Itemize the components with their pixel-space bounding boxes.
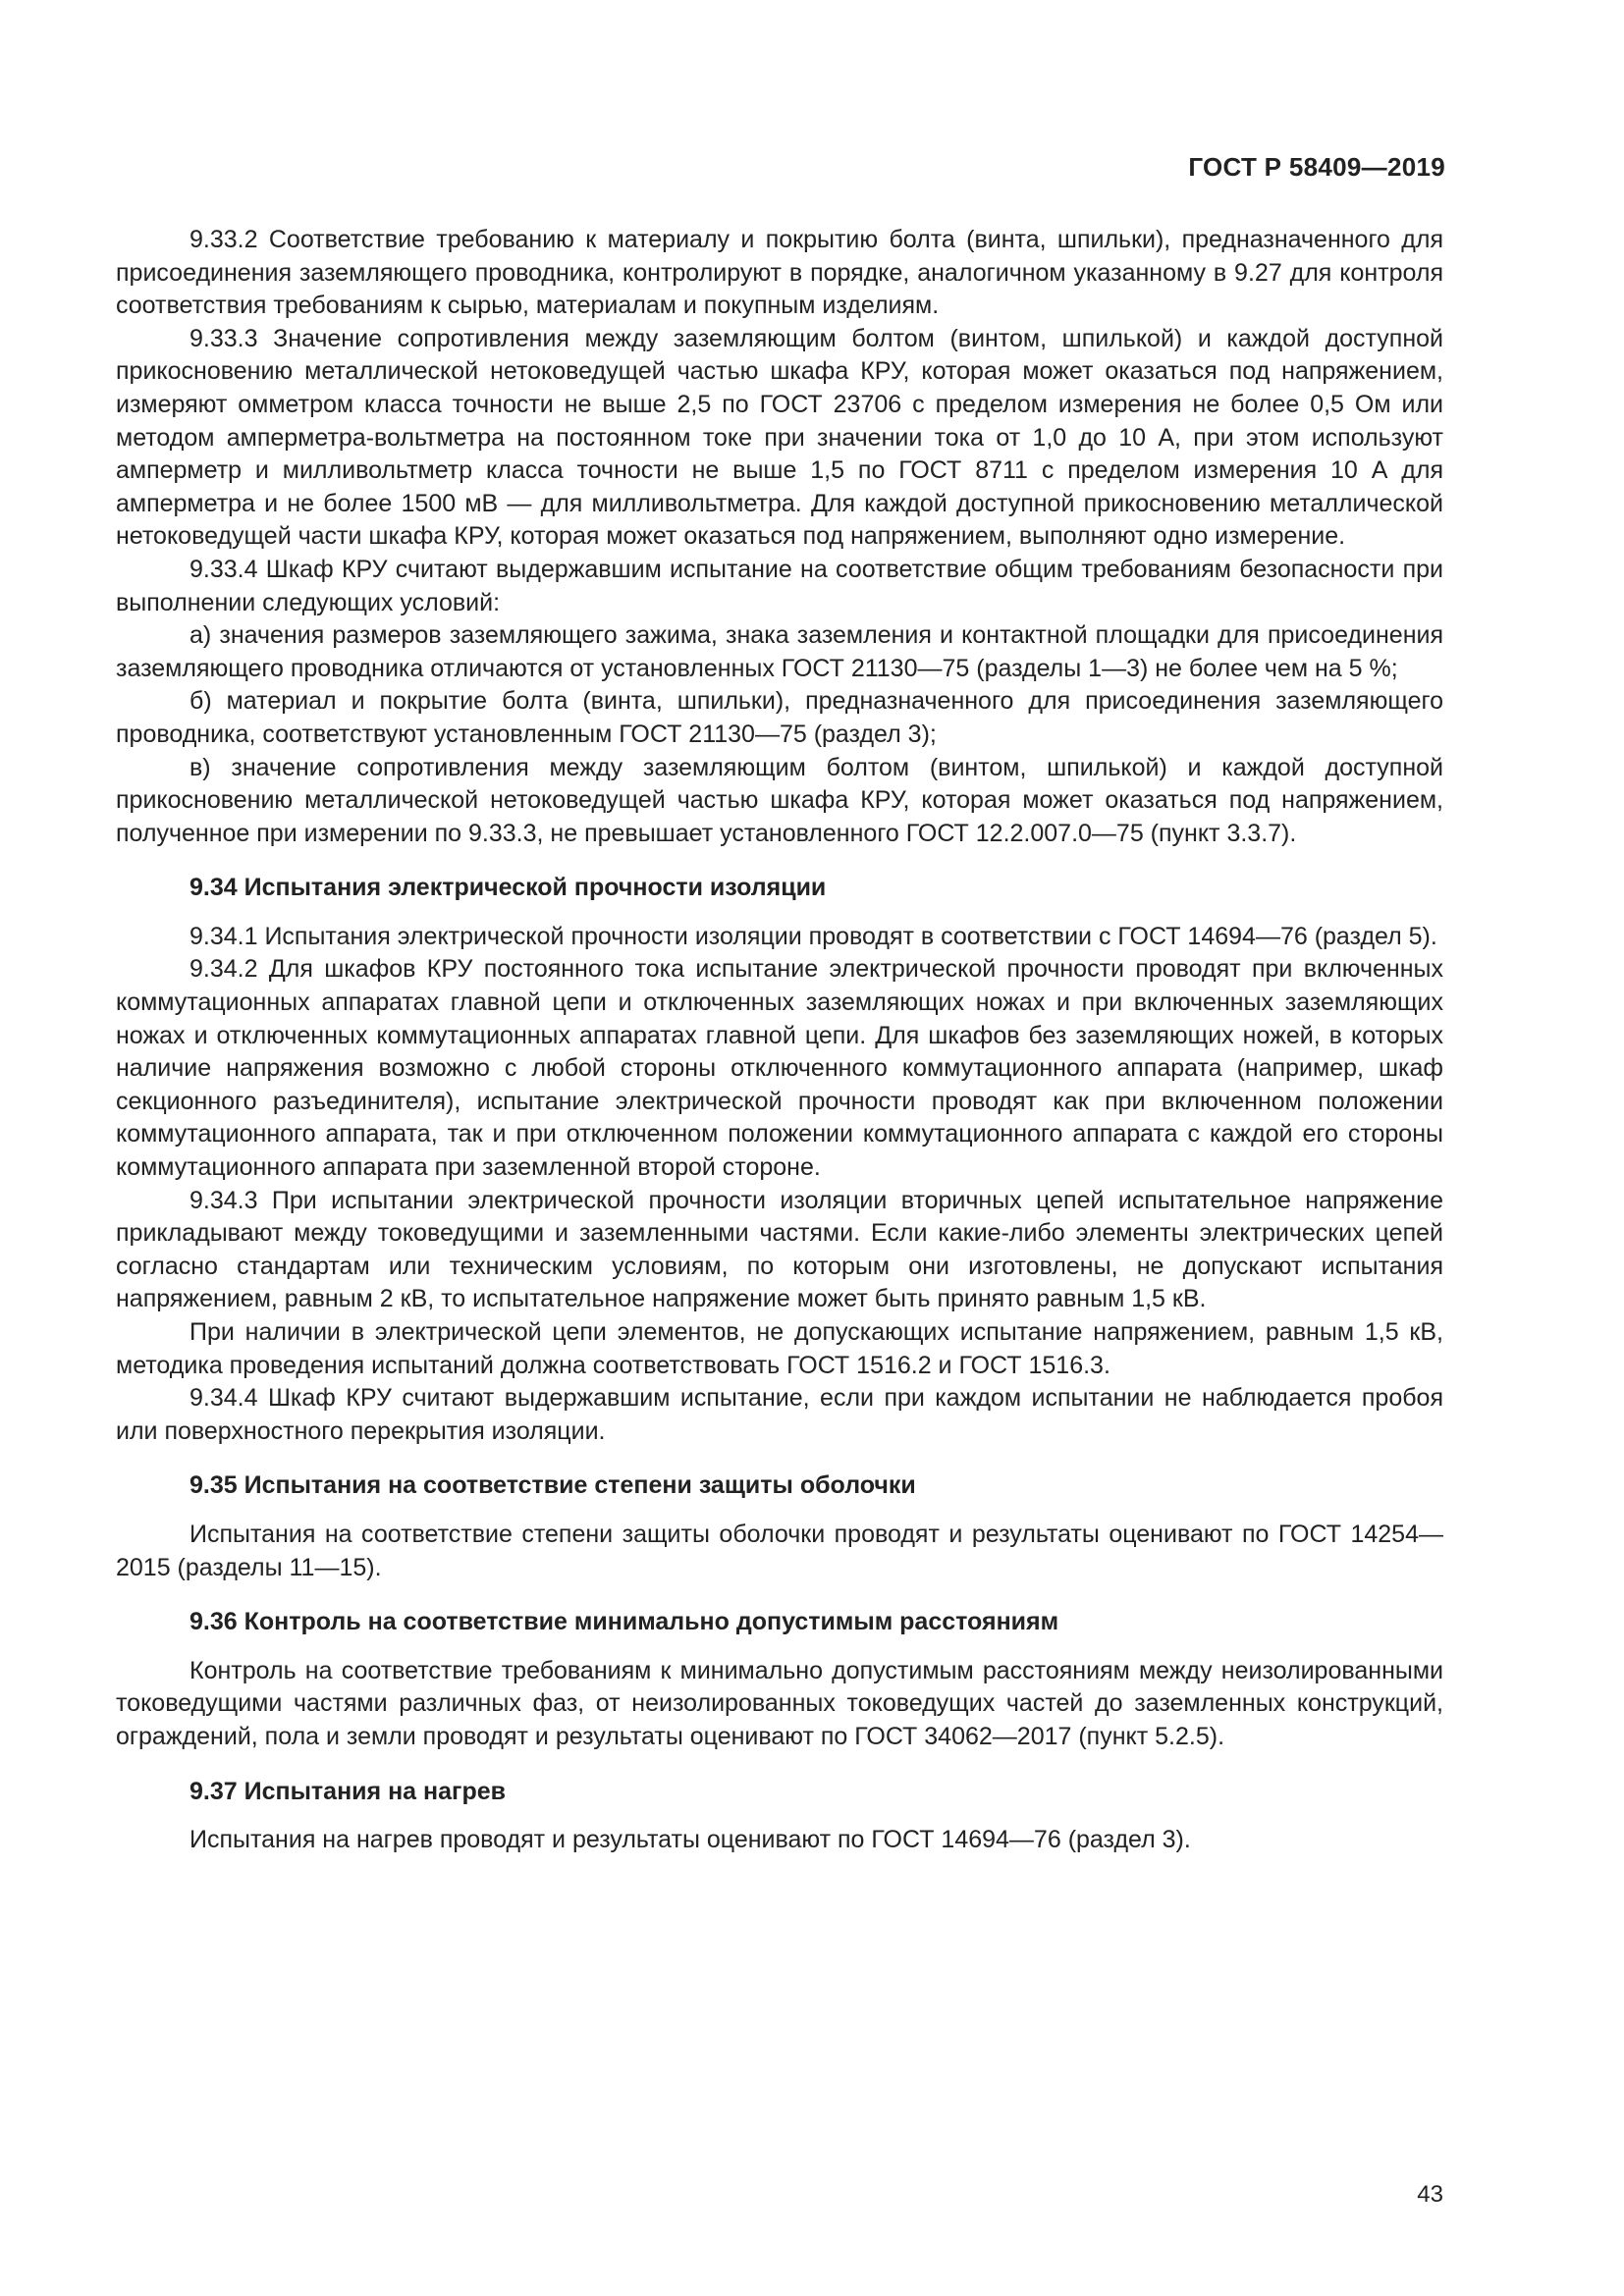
section-heading-9-34: 9.34 Испытания электрической прочности изоляции: [189, 874, 827, 902]
page-number: 43: [1417, 2181, 1443, 2208]
document-header: ГОСТ Р 58409—2019: [1188, 152, 1445, 182]
list-item-v: в) значение сопротивления между заземляющим болтом (винтом, шпилькой) и каждой доступной прикосновению металлической нетоковедущей частью шкафа КРУ, которая может оказаться под напряжением, полученное при измерении по 9.33.3, не превышает установленного ГОСТ 12.2.007.0—75 (пункт 3.3.7).: [116, 753, 1443, 847]
paragraph-9-33-3: 9.33.3 Значение сопротивления между заземляющим болтом (винтом, шпилькой) и каждой доступной прикосновению металлической нетоковедущей частью шкафа КРУ, которая может оказаться под напряжением, измеряют омметром класса точности не выше 2,5 по ГОСТ 23706 с пределом измерения не более 0,5 Ом или методом амперметра-вольтметра на постоянном токе при значении тока от 1,0 до 10 А, при этом используют амперметр и милливольтметр класса точности не выше 1,5 по ГОСТ 8711 с пределом измерения 10 А для амперметра и не более 1500 мВ — для милливольтметра. Для каждой доступной прикосновению металлической нетоковедущей части шкафа КРУ, которая может оказаться под напряжением, выполняют одно измерение.: [116, 324, 1443, 551]
paragraph-9-34-3-continued: При наличии в электрической цепи элементов, не допускающих испытание напряжением, равным 1,5 кВ, методика проведения испытаний должна соответствовать ГОСТ 1516.2 и ГОСТ 1516.3.: [116, 1318, 1443, 1379]
paragraph-9-34-1: 9.34.1 Испытания электрической прочности изоляции проводят в соответствии с ГОСТ 14694—76 (раздел 5).: [189, 922, 1437, 950]
paragraph-9-37: Испытания на нагрев проводят и результаты оценивают по ГОСТ 14694—76 (раздел 3).: [189, 1826, 1191, 1854]
list-item-a: а) значения размеров заземляющего зажима, знака заземления и контактной площадки для присоединения заземляющего проводника отличаются от установленных ГОСТ 21130—75 (разделы 1—3) не более чем на 5 %;: [116, 621, 1443, 682]
section-heading-9-36: 9.36 Контроль на соответствие минимально допустимым расстояниям: [189, 1608, 1059, 1636]
document-body: [116, 224, 1443, 1857]
list-item-b: б) материал и покрытие болта (винта, шпильки), предназначенного для присоединения заземляющего проводника, соответствуют установленным ГОСТ 21130—75 (раздел 3);: [116, 687, 1443, 748]
paragraph-9-36: Контроль на соответствие требованиям к минимально допустимым расстояниям между неизолированными токоведущими частями различных фаз, от неизолированных токоведущих частей до заземленных конструкций, ограждений, пола и земли проводят и результаты оценивают по ГОСТ 34062—2017 (пункт 5.2.5).: [116, 1656, 1443, 1750]
paragraph-9-34-2: 9.34.2 Для шкафов КРУ постоянного тока испытание электрической прочности проводят при включенных коммутационных аппаратах главной цепи и отключенных заземляющих ножах и при включенных заземляющих ножах и отключенных коммутационных аппаратах главной цепи. Для шкафов без заземляющих ножей, в которых наличие напряжения возможно с любой стороны отключенного коммутационного аппарата (например, шкаф секционного разъединителя), испытание электрической прочности проводят как при включенном положении коммутационного аппарата, так и при отключенном положении коммутационного аппарата с каждой его стороны коммутационного аппарата при заземленной второй стороне.: [116, 955, 1443, 1182]
paragraph-9-34-4: 9.34.4 Шкаф КРУ считают выдержавшим испытание, если при каждом испытании не наблюдается пробоя или поверхностного перекрытия изоляции.: [116, 1384, 1443, 1445]
paragraph-9-33-2: 9.33.2 Соответствие требованию к материалу и покрытию болта (винта, шпильки), предназначенного для присоединения заземляющего проводника, контролируют в порядке, аналогичном указанному в 9.27 для контроля соответствия требованиям к сырью, материалам и покупным изделиям.: [116, 226, 1443, 320]
paragraph-9-33-4: 9.33.4 Шкаф КРУ считают выдержавшим испытание на соответствие общим требованиям безопасности при выполнении следующих условий:: [116, 555, 1443, 616]
section-heading-9-35: 9.35 Испытания на соответствие степени защиты оболочки: [189, 1471, 916, 1500]
section-heading-9-37: 9.37 Испытания на нагрев: [189, 1777, 506, 1805]
paragraph-9-35: Испытания на соответствие степени защиты оболочки проводят и результаты оценивают по ГОСТ 14254—2015 (разделы 11—15).: [116, 1520, 1443, 1581]
paragraph-9-34-3: 9.34.3 При испытании электрической прочности изоляции вторичных цепей испытательное напряжение прикладывают между токоведущими и заземленными частями. Если какие-либо элементы электрических цепей согласно стандартам или техническим условиям, по которым они изготовлены, не допускают испытания напряжением, равным 2 кВ, то испытательное напряжение может быть принято равным 1,5 кВ.: [116, 1186, 1443, 1313]
